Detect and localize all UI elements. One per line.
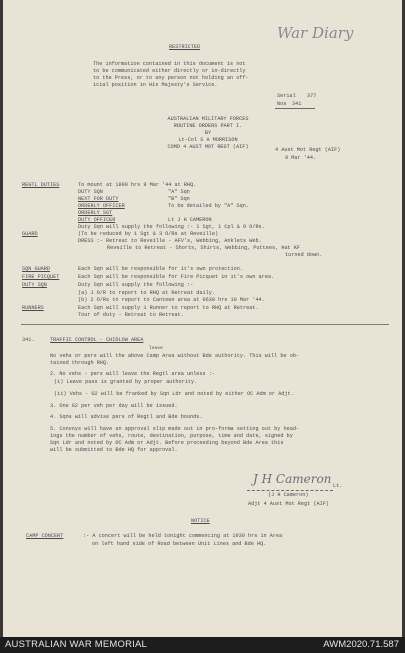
traffic-line: 3. One G2 per veh per day will be issued. [50, 403, 178, 409]
signatory-position: Adjt 4 Aust Mot Regt (AIF) [248, 501, 329, 507]
duties-line: "A" Sqn [168, 189, 190, 195]
duties-line: "B" Sqn [168, 196, 190, 202]
regtl-duties-heading: REGTL DUTIES [22, 182, 60, 188]
title-line: COMD 4 AUST MOT REGT (AIF) [167, 144, 249, 150]
title-line: Lt-Col S A MORRISON [178, 137, 238, 143]
traffic-line: Sqn Ldr and noted by OC Adm or Adjt. Before proceeding beyond Bde Area this [50, 440, 284, 446]
serial-label: Serial [277, 93, 296, 99]
duty-label: ORDERLY SGT [78, 210, 113, 216]
item-number: 341. [22, 337, 35, 343]
duties-line: To be detailed by "A" Sqn. [168, 203, 249, 209]
notice-line: on left hand side of Road between Unit Lines and Bde HQ. [92, 541, 267, 547]
serial-value: 377 [307, 93, 317, 99]
traffic-line: 4. Sqns will advise pers of Regtl and Bde bounds. [50, 414, 203, 420]
duty-label: DUTY OFFICER [78, 217, 116, 223]
notice-heading: NOTICE [191, 518, 210, 524]
traffic-line: 2. No vehs - pers will leave the Regtl area unless :- [50, 371, 215, 377]
inserted-word: leave [149, 346, 163, 351]
sqn-guard-line: Each Sqn will be responsible for it's own protection. [78, 266, 243, 272]
sqn-guard-line: Tour of duty - Retreat to Retreat. [78, 312, 184, 318]
sqn-guard-line: Duty Sqn will supply the following :- [78, 282, 194, 288]
traffic-line: No vehs or pers will the above Camp Area without Bde authority. This will be ob- [50, 353, 300, 359]
traffic-line: will be submitted to Bde HQ for approval. [50, 447, 178, 453]
runners-heading: RUNNERS [22, 305, 44, 311]
title-line: ROUTINE ORDERS PART I. [173, 123, 243, 129]
sqn-guard-heading: SQN GUARD [22, 266, 51, 272]
footer-accession-number: AWM2020.71.587 [323, 639, 399, 650]
camp-concert-heading: CAMP CONCERT [26, 533, 64, 539]
guard-line: Reveille to Retreat - Shorts, Shirts, Webbing, Puttees, Hat KF [107, 245, 301, 251]
duty-sqn-heading: DUTY SQN [22, 282, 47, 288]
traffic-line: (ii) Vehs - G2 will be franked by Sqn Ldr and noted by either OC Adm or Adjt. [54, 391, 294, 397]
guard-heading: GUARD [22, 231, 38, 237]
guard-line: (To be reduced by 1 Sgt & 3 O/Rs at Reveille) [78, 231, 219, 237]
signature-rule [247, 490, 333, 491]
handwritten-annotation: War Diary [277, 24, 354, 42]
section-divider [21, 324, 389, 325]
traffic-control-heading: TRAFFIC CONTROL - CHIDLOW AREA [50, 337, 144, 343]
unit-name: 4 Aust Mot Regt (AIF) [275, 147, 341, 153]
notice-line: The information contained in this document is not [93, 61, 246, 67]
traffic-line: 5. Convoys will have an approval slip made out in pro-forma setting out by head- [50, 426, 300, 432]
guard-line: Duty Sqn will supply the following :- 1 Sgt, 1 Cpl & 9 O/Rs. [78, 224, 265, 230]
traffic-line: ings the number of vehs, route, destination, purpose, time and date, signed by [50, 433, 293, 439]
duties-line: Lt J H CAMERON [168, 217, 212, 223]
footer-credit: AUSTRALIAN WAR MEMORIAL [5, 639, 148, 650]
guard-line: DRESS :- Retreat to Reveille - AFV's, Webbing, Anklets Web. [78, 238, 262, 244]
notice-line: to be communicated either directly or in-directly [93, 68, 246, 74]
document-page [3, 0, 402, 637]
signature-scrawl: J H Cameron [253, 472, 332, 486]
guard-line: turned down. [285, 252, 323, 258]
nos-label: Nos [277, 101, 287, 107]
notice-line: icial position in His Majesty's Service. [93, 82, 218, 88]
title-line: BY [204, 130, 212, 136]
sqn-guard-line: Each Sqn will supply 1 Runner to report to RHQ at Retreat. [78, 305, 259, 311]
signatory-name: (J H Cameron) [268, 492, 309, 498]
sqn-guard-line: (a) 1 O/R to report to RHQ at Retreat daily. [78, 290, 215, 296]
duties-line: To mount at 1800 hrs 9 Mar '44 at RHQ. [78, 182, 197, 188]
duty-label: DUTY SQN [78, 189, 103, 195]
traffic-line: (i) Leave pass is granted by proper authority. [54, 379, 198, 385]
fire-picquet-heading: FIRE PICQUET [22, 274, 60, 280]
notice-line: :- A concert will be held tonight commencing at 1930 hrs in Area [83, 533, 283, 539]
notice-line: to the Press, or to any person not holding an off- [93, 75, 249, 81]
traffic-line: tained through RHQ. [50, 360, 110, 366]
duty-label: ORDERLY OFFICER [78, 203, 125, 209]
serial-rule [275, 108, 315, 109]
signature-rank: Lt. [333, 483, 343, 489]
sqn-guard-line: Each Sqn will be responsible for Fire Picquet in it's own area. [78, 274, 275, 280]
title-line: AUSTRALIAN MILITARY FORCES [167, 116, 249, 122]
footer-bar [0, 637, 405, 653]
duty-label: NEXT FOR DUTY [78, 196, 119, 202]
sqn-guard-line: (b) 2 O/Rs to report to Canteen area at 0630 hrs 10 Mar '44. [78, 297, 265, 303]
document-date: 9 Mar '44. [285, 155, 317, 161]
restricted-heading: RESTRICTED [169, 44, 201, 50]
nos-value: 341 [292, 101, 302, 107]
